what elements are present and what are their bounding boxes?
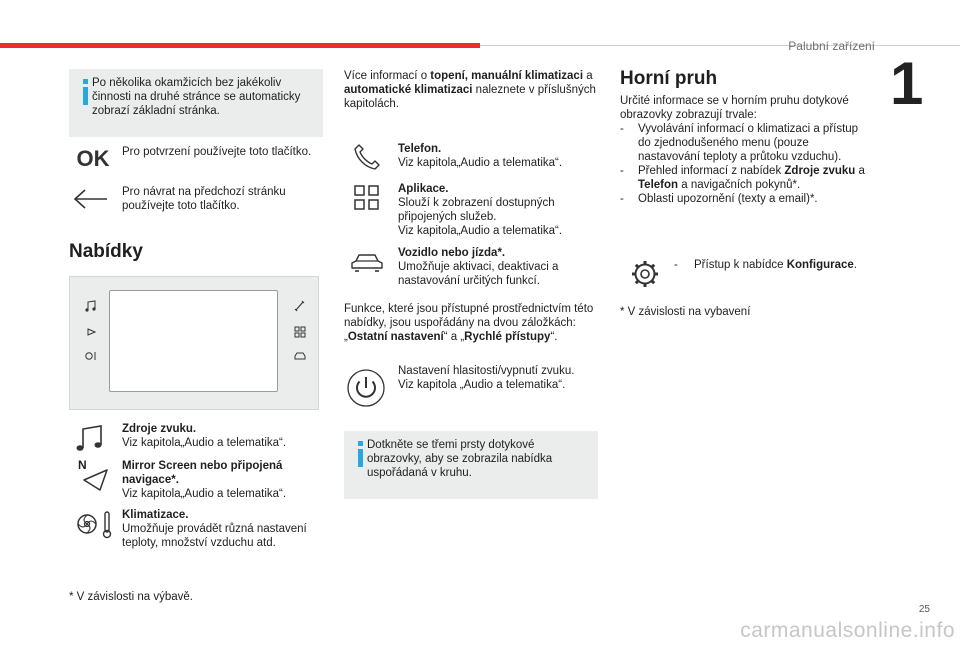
- screen-display: [109, 290, 278, 392]
- audio-sources-item: [122, 422, 322, 450]
- mirror-screen-text: Viz kapitola„Audio a telematika“.: [122, 488, 287, 500]
- configuration-bold: Konfigurace: [786, 259, 854, 271]
- bullet-dash: -: [620, 165, 624, 177]
- climate-title: Klimatizace.: [122, 509, 189, 521]
- bullet-3-text: Oblasti upozornění (texty a email)*.: [638, 193, 818, 205]
- chapter-number: 1: [890, 50, 924, 117]
- bullet-2-bold1: Zdroje zvuku: [784, 165, 856, 177]
- heading-top-bar: Horní pruh: [620, 68, 718, 89]
- functions-bold2: Rychlé přístupy: [464, 331, 551, 343]
- bullet-2-text1: Přehled informací z nabídek: [638, 165, 785, 177]
- apps-title: Aplikace.: [398, 183, 449, 195]
- navigation-icon: [76, 458, 112, 492]
- vehicle-text: Umožňuje aktivaci, deaktivaci a nastavování určitých funkcí.: [398, 261, 559, 287]
- mirror-screen-title: Mirror Screen nebo připojená navigace*.: [122, 460, 283, 486]
- heating-intro-text1: Více informací o: [344, 70, 431, 82]
- back-description: Pro návrat na předchozí stránku používejte toto tlačítko.: [122, 186, 286, 212]
- header-gray-line: [480, 45, 960, 46]
- apps-text2: Viz kapitola„Audio a telematika“.: [398, 225, 563, 237]
- list-item: [620, 122, 870, 164]
- info-box-text: Dotkněte se třemi prsty dotykové obrazovky, aby se zobrazila nabídka uspořádaná v kruhu.: [367, 439, 553, 479]
- apps-icon: [354, 185, 380, 211]
- bullet-1-text: Vyvolávání informací o klimatizaci a přístup do zjednodušeného menu (pouze nastavování teploty a průtoku vzduchu).: [638, 123, 859, 163]
- navigation-icon: [84, 325, 98, 339]
- section-title: Palubní zařízení: [788, 39, 875, 53]
- power-text: Nastavení hlasitosti/vypnutí zvuku.: [398, 365, 575, 377]
- bullet-dash: -: [620, 193, 624, 205]
- apps-item: [398, 182, 598, 238]
- bullet-2-text3: a navigačních pokynů*.: [678, 179, 801, 191]
- music-note-icon: [84, 299, 98, 313]
- heating-intro-bold2: automatické klimatizaci: [344, 84, 473, 96]
- functions-paragraph: [344, 302, 599, 344]
- functions-text2: “ a „: [443, 331, 465, 343]
- functions-text1: Funkce, které jsou přístupné prostřednictvím této nabídky, jsou uspořádány na dvou záložkách: „: [344, 303, 594, 343]
- configuration-item: [674, 258, 894, 272]
- phone-title: Telefon.: [398, 143, 442, 155]
- climate-icon: [72, 508, 116, 540]
- climate-item: [122, 508, 322, 550]
- bullet-2-text2: a: [855, 165, 865, 177]
- footnote-right: * V závislosti na vybavení: [620, 306, 751, 318]
- bullet-dash: -: [620, 123, 624, 135]
- audio-sources-text: Viz kapitola„Audio a telematika“.: [122, 437, 287, 449]
- apps-text: Slouží k zobrazení dostupných připojených služeb.: [398, 197, 555, 223]
- heating-intro: [344, 69, 602, 111]
- configuration-text2: .: [853, 259, 857, 271]
- screen-illustration: [69, 276, 319, 410]
- settings-gear-icon: [630, 259, 660, 289]
- list-item: [620, 192, 870, 206]
- phone-icon: [293, 299, 307, 313]
- list-item: [620, 164, 870, 192]
- heating-intro-text2: a: [583, 70, 593, 82]
- ok-icon-label: OK: [76, 146, 110, 171]
- audio-sources-title: Zdroje zvuku.: [122, 423, 197, 435]
- phone-icon: [352, 142, 382, 172]
- power-icon: [346, 368, 386, 408]
- car-icon: [350, 252, 384, 274]
- heading-menus: Nabídky: [69, 241, 143, 262]
- back-arrow-icon: [72, 188, 110, 210]
- climate-icon: [84, 349, 98, 363]
- apps-icon: [293, 325, 307, 339]
- vehicle-item: [398, 246, 598, 288]
- vehicle-title: Vozidlo nebo jízda*.: [398, 247, 506, 259]
- phone-item: [398, 142, 598, 170]
- functions-text3: “.: [550, 331, 558, 343]
- phone-text: Viz kapitola„Audio a telematika“.: [398, 157, 563, 169]
- climate-text: Umožňuje provádět různá nastavení teploty, množství vzduchu atd.: [122, 523, 307, 549]
- watermark: carmanualsonline.info: [740, 619, 955, 642]
- ok-description: Pro potvrzení používejte toto tlačítko.: [122, 146, 312, 158]
- bullet-dash: -: [674, 259, 678, 271]
- info-box-three-finger: [344, 431, 598, 499]
- page-number: 25: [918, 604, 930, 615]
- music-note-icon: [74, 423, 106, 455]
- heating-intro-text3: naleznete v příslušných kapitolách.: [344, 84, 596, 110]
- power-text2: Viz kapitola „Audio a telematika“.: [398, 379, 566, 391]
- car-icon: [293, 349, 307, 363]
- footnote-left: * V závislosti na výbavě.: [69, 591, 194, 603]
- ok-icon: [75, 146, 111, 172]
- functions-bold1: Ostatní nastavení: [347, 331, 444, 343]
- heating-intro-bold1: topení, manuální klimatizaci: [430, 70, 584, 82]
- header-red-bar: [0, 43, 480, 48]
- configuration-text1: Přístup k nabídce: [694, 259, 787, 271]
- top-bar-list: [620, 122, 870, 206]
- bullet-2-bold2: Telefon: [638, 179, 679, 191]
- top-bar-intro: Určité informace se v horním pruhu dotykové obrazovky zobrazují trvale:: [620, 95, 849, 121]
- info-box-text: Po několika okamžicích bez jakékoliv činnosti na druhé stránce se automaticky zobrazí základní stránka.: [92, 77, 301, 117]
- power-item: [398, 364, 598, 392]
- mirror-screen-item: [122, 459, 322, 501]
- nav-north-letter: N: [78, 458, 87, 472]
- info-box-auto-return: [69, 69, 323, 137]
